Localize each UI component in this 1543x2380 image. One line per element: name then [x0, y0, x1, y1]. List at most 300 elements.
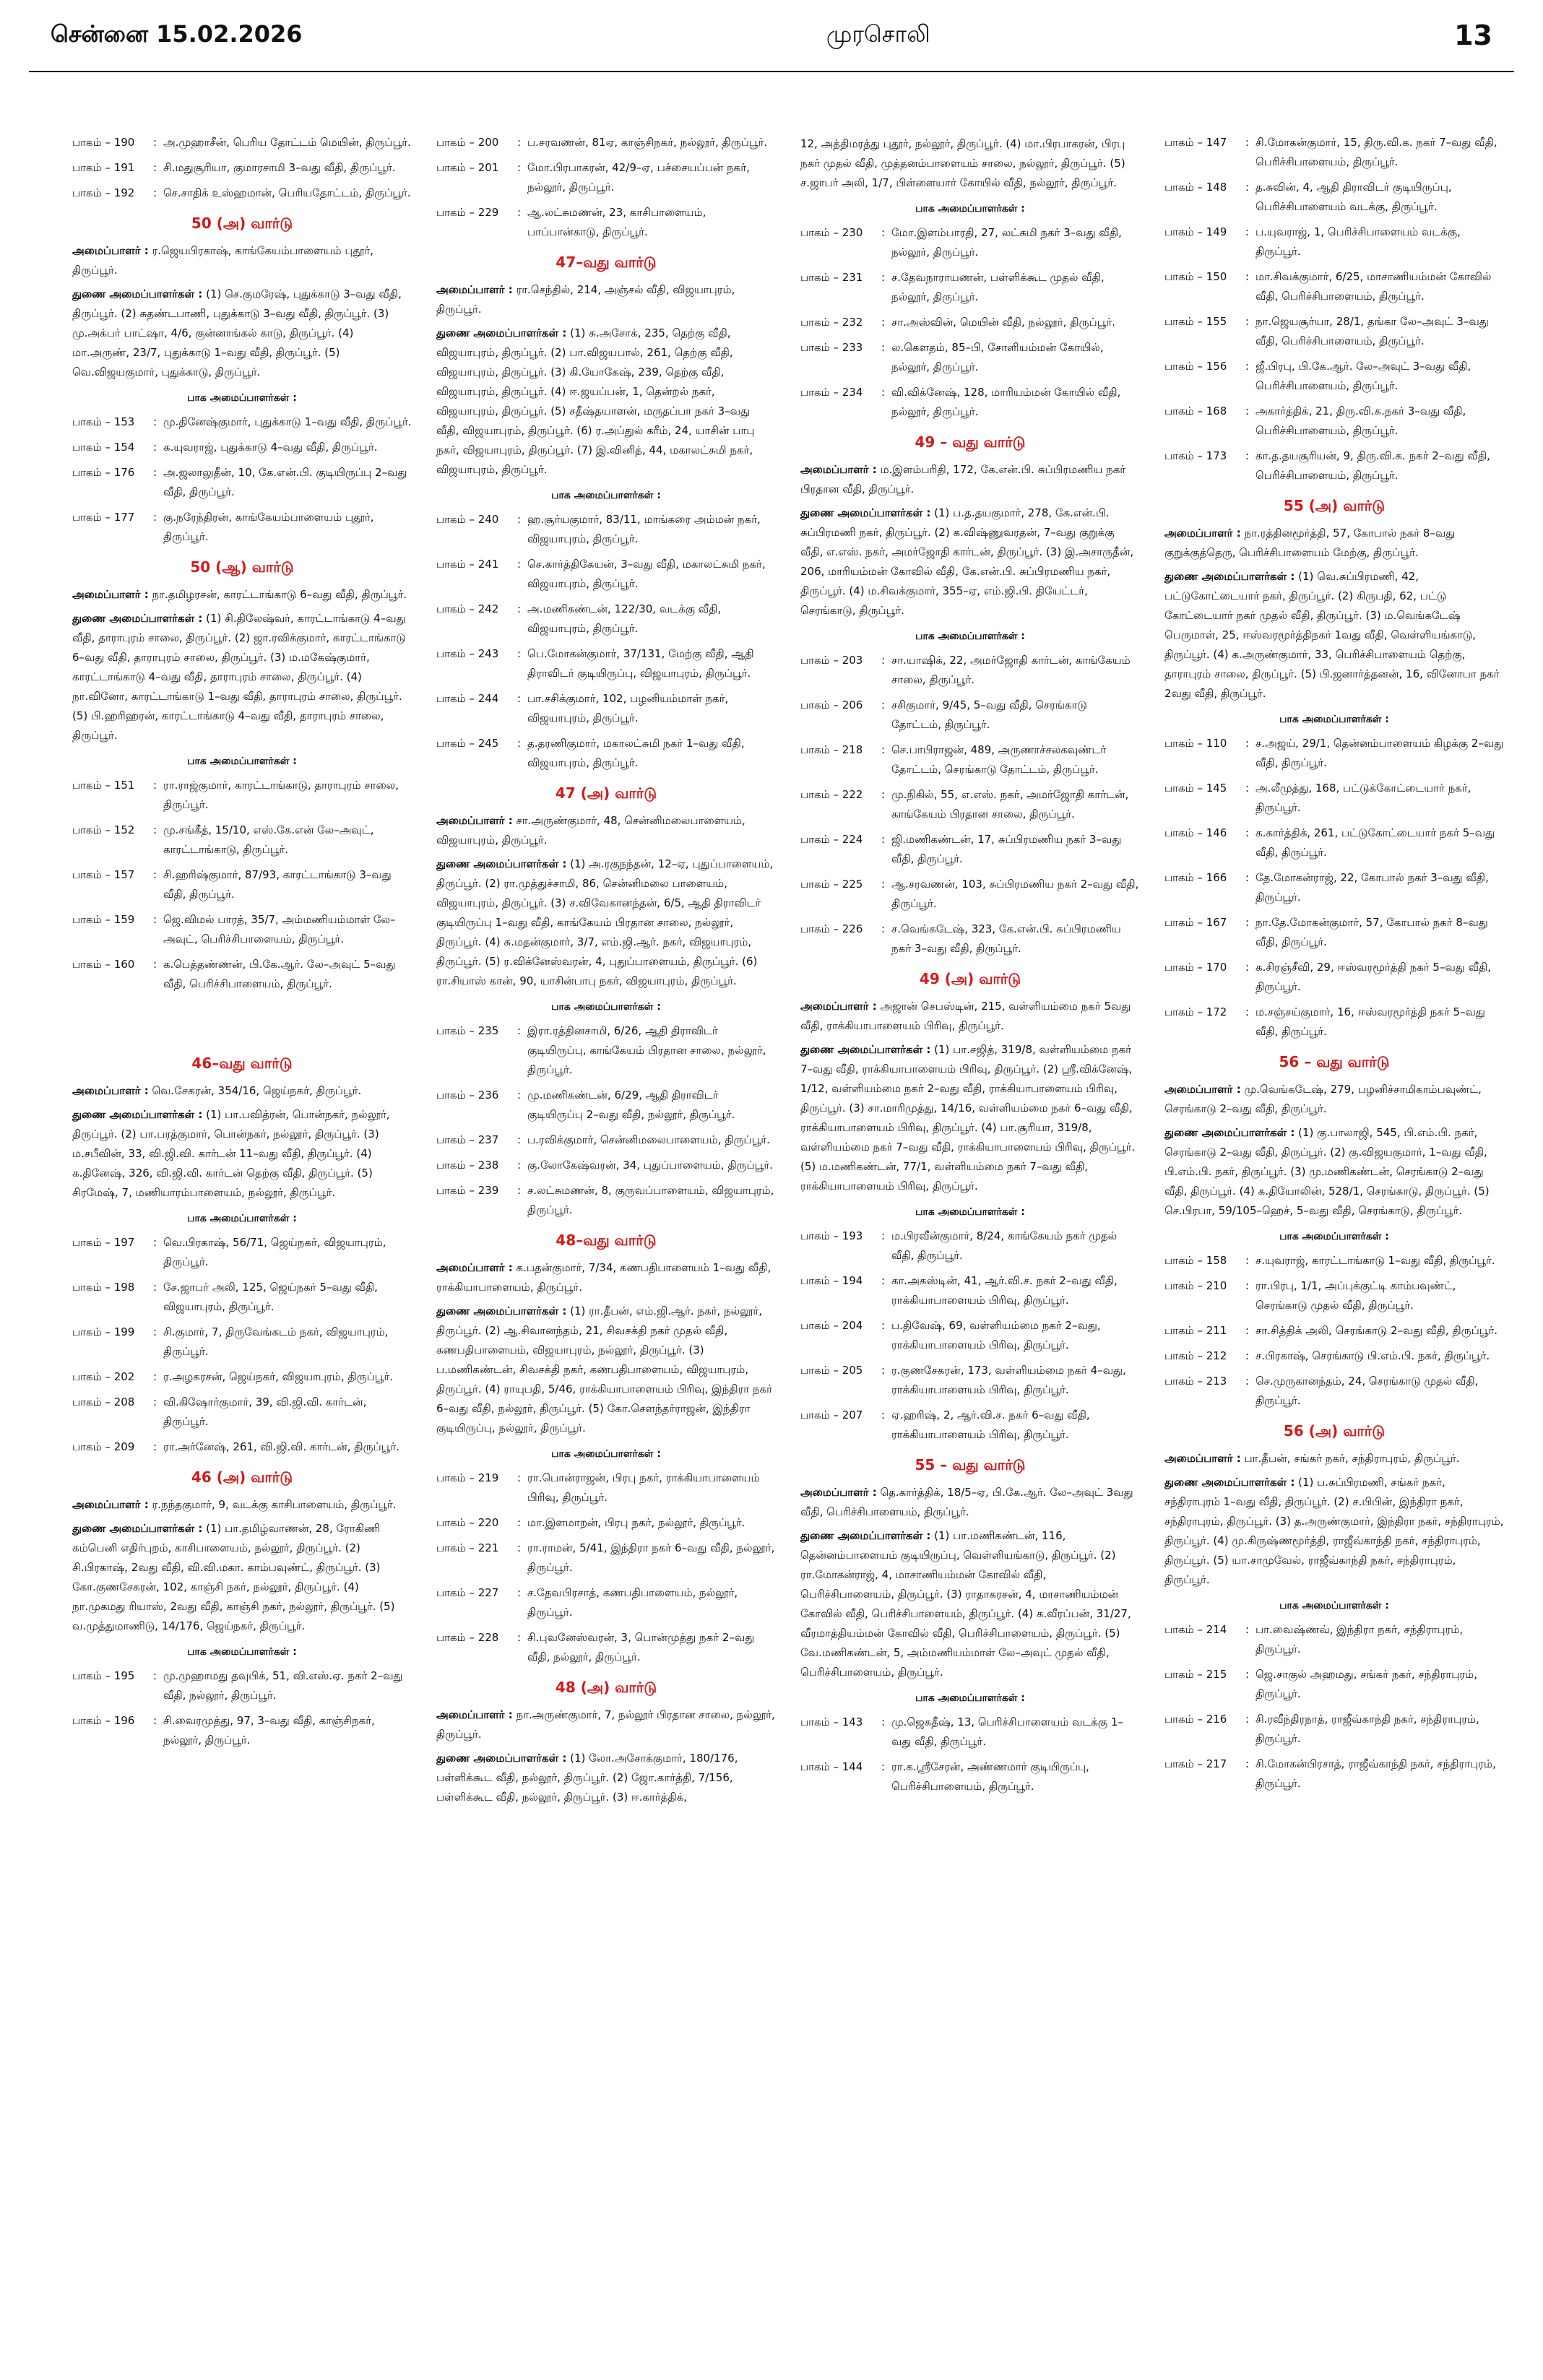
colon-separator: : — [517, 1133, 522, 1146]
booth-organizer: செ.பாபிராஜன், 489, அருணாச்சலகவுண்டர் தோட்டம், செரங்காடு தோட்டம், திருப்பூர். — [891, 743, 1107, 776]
booth-entry — [800, 1271, 1140, 1310]
booth-number: பாகம் – 227 — [436, 1586, 499, 1599]
booth-organizer: அ.ஜலாலுதீன், 10, கே.என்.பி. குடியிருப்பு 2–வது வீதி, திருப்பூர். — [163, 466, 407, 498]
booth-number: பாகம் – 167 — [1164, 916, 1227, 929]
paragraph-text: ர.ஜெயபிரகாஷ், காங்கேயம்பாளையம் புதூர், திருப்பூர். — [72, 244, 373, 277]
booth-number: பாகம் – 241 — [436, 558, 499, 571]
booth-number: பாகம் – 190 — [72, 136, 135, 149]
colon-separator: : — [1245, 826, 1250, 839]
ward-heading: 47 (அ) வார்டு — [555, 784, 657, 802]
booth-organizer: க.கார்த்திக், 261, பட்டுகோட்டையார் நகர் 5–வது வீதி, திருப்பூர். — [1255, 826, 1495, 859]
booth-entry — [72, 183, 412, 203]
booth-number: பாகம் – 147 — [1164, 136, 1227, 149]
booth-organizer: ல.கௌதம், 85–பி, சோளியம்மன் கோயில், நல்லூர், திருப்பூர். — [891, 341, 1104, 373]
booth-organizer: ஹ.சூர்யகுமார், 83/11, மாங்கரை அம்மன் நகர், விஜயாபுரம், திருப்பூர். — [527, 513, 761, 545]
organizer-paragraph — [72, 585, 412, 605]
booth-entry — [800, 268, 1140, 307]
booth-number: பாகம் – 232 — [800, 316, 863, 329]
colon-separator: : — [153, 913, 157, 926]
booth-organizer: அ.முஹாசீன், பெரிய தோட்டம் மெயின், திருப்பூர். — [163, 136, 411, 149]
organizer-paragraph — [436, 1258, 776, 1297]
ward-heading: 47–வது வார்டு — [556, 254, 657, 271]
booth-entry — [800, 830, 1140, 869]
colon-separator: : — [881, 386, 886, 399]
booth-number: பாகம் – 200 — [436, 136, 499, 149]
paragraph-text: (1) ரா.தீபன், எம்.ஜி.ஆர். நகர், நல்லூர், திருப்பூர். (2) ஆ.சிவானந்தம், 21, சிவசக்தி நகர் முதல் வீதி, கணபதிபாளையம், விஜயாபுரம், நல்லூர், திருப்பூர். (3) ப.மணிகண்டன், சிவசக்தி நகர், கணபதிபாளையம், விஜயாபுரம், திருப்பூர். (4) ராயுபதி, 5/46, ராக்கியாபாளையம் பிரிவு, இந்திரா நகர் 6–வது வீதி, நல்லூர், திருப்பூர். (5) கோ.சௌந்தர்ராஜன், இந்திரா குடியிருப்பு, நல்லூர், திருப்பூர். — [436, 1304, 772, 1435]
booth-organizer: ப.யுவராஜ், 1, பெரிச்சிபாளையம் வடக்கு, திருப்பூர். — [1255, 225, 1461, 258]
booth-entry — [72, 1711, 412, 1750]
role-label: துணை அமைப்பாளர்கள் : — [72, 1108, 203, 1121]
booth-number: பாகம் – 220 — [436, 1516, 499, 1529]
colon-separator: : — [517, 1471, 522, 1484]
booth-organizer: மோ.இளம்பாரதி, 27, லட்சுமி நகர் 3–வது வீதி, நல்லூர், திருப்பூர். — [891, 226, 1122, 259]
paragraph-text: வெ.சேகரன், 354/16, ஜெய்நகர், திருப்பூர். — [148, 1084, 362, 1097]
section-subheading: பாக அமைப்பாளர்கள் : — [551, 1001, 661, 1013]
organizer-paragraph — [436, 811, 776, 850]
ward-heading: 50 (ஆ) வார்டு — [190, 558, 294, 576]
organizer-paragraph — [1164, 1123, 1504, 1221]
booth-entry — [800, 313, 1140, 332]
booth-entry — [1164, 1251, 1504, 1271]
booth-organizer: ரா.அர்னேஷ், 261, வி.ஜி.வி. கார்டன், திருப்பூர். — [163, 1440, 399, 1453]
colon-separator: : — [1245, 1757, 1250, 1770]
booth-number: பாகம் – 244 — [436, 692, 499, 705]
booth-entry — [800, 1406, 1140, 1445]
ward-heading: 56 (அ) வார்டு — [1283, 1422, 1386, 1440]
booth-organizer: அ.மணிகண்டன், 122/30, வடக்கு வீதி, விஜயாபுரம், திருப்பூர். — [527, 602, 722, 635]
booth-number: பாகம் – 245 — [436, 737, 499, 750]
booth-entry — [436, 1086, 776, 1125]
colon-separator: : — [1245, 737, 1250, 750]
booth-organizer: ப.திவேஷ், 69, வள்ளியம்மை நகர் 2–வது, ராக்கியாபாளையம் பிரிவு, திருப்பூர். — [891, 1319, 1101, 1351]
colon-separator: : — [517, 737, 522, 750]
booth-number: பாகம் – 199 — [72, 1325, 135, 1338]
ward-heading: 46 (அ) வார்டு — [191, 1468, 293, 1486]
colon-separator: : — [881, 654, 886, 667]
booth-number: பாகம் – 168 — [1164, 404, 1227, 417]
booth-organizer: ச.வெங்கடேஷ், 323, கே.என்.பி. சுப்பிரமணிய நகர் 3–வது வீதி, திருப்பூர். — [891, 922, 1121, 955]
masthead — [29, 0, 1514, 72]
booth-number: பாகம் – 238 — [436, 1159, 499, 1172]
booth-organizer: ஜெ.விமல் பாரத், 35/7, அம்மணியம்மாள் லே–அவுட், பெரிச்சிபாளையம், திருப்பூர். — [163, 913, 396, 945]
organizer-paragraph — [436, 324, 776, 480]
booth-number: பாகம் – 237 — [436, 1133, 499, 1146]
booth-entry — [72, 1233, 412, 1272]
booth-entry — [72, 438, 412, 457]
booth-entry — [800, 383, 1140, 422]
column-gap — [72, 1000, 412, 1043]
text-column — [800, 130, 1140, 1812]
organizer-paragraph — [1164, 1473, 1504, 1590]
booth-number: பாகம் – 209 — [72, 1440, 135, 1453]
role-label: துணை அமைப்பாளர்கள் : — [436, 1304, 567, 1317]
role-label: துணை அமைப்பாளர்கள் : — [436, 1752, 567, 1765]
role-label: துணை அமைப்பாளர்கள் : — [1164, 570, 1295, 583]
booth-entry — [1164, 133, 1504, 172]
ward-heading: 49 – வது வார்டு — [915, 433, 1026, 451]
organizer-paragraph — [436, 1705, 776, 1744]
booth-number: பாகம் – 222 — [800, 788, 863, 801]
organizer-paragraph — [1164, 1080, 1504, 1119]
colon-separator: : — [1245, 1324, 1250, 1337]
booth-entry — [800, 1316, 1140, 1355]
organizer-paragraph — [800, 503, 1140, 620]
colon-separator: : — [881, 271, 886, 284]
booth-number: பாகம் – 228 — [436, 1631, 499, 1644]
booth-entry — [72, 1666, 412, 1705]
booth-organizer: பா.சசிக்குமார், 102, பழனியம்மாள் நகர், விஜயாபுரம், திருப்பூர். — [527, 692, 729, 724]
booth-organizer: ச.தேவநாராயணன், பள்ளிக்கூட முதல் வீதி, நல்லூர், திருப்பூர். — [891, 271, 1105, 303]
paragraph-text: பா.தீபன், சங்கர் நகர், சந்திராபுரம், திருப்பூர். — [1240, 1452, 1460, 1465]
colon-separator: : — [517, 161, 522, 174]
colon-separator: : — [153, 1395, 157, 1408]
booth-organizer: ம.சஞ்சய்குமார், 16, ஈஸ்வரமூர்த்தி நகர் 5–வது வீதி, திருப்பூர். — [1255, 1005, 1485, 1038]
paragraph-text: (1) சி.திலேஷ்வர், காரட்டாங்காடு 4–வது வீதி, தாராபுரம் சாலை, திருப்பூர். (2) ஜா.ரவிக்குமார், காரட்டாங்காடு 6–வது வீதி, தாராபுரம் சாலை, திருப்பூர். (3) ம.மகேஷ்குமார், காரட்டாங்காடு 4–வது வீதி, தாராபுரம் சாலை, திருப்பூர். (4) நா.வினோ, காரட்டாங்காடு 1–வது வீதி, தாராபுரம் சாலை, திருப்பூர். (5) பி.ஹரிஹரன், காரட்டாங்காடு 4–வது வீதி, தாராபுரம் சாலை, திருப்பூர். — [72, 612, 406, 742]
booth-entry — [1164, 868, 1504, 907]
colon-separator: : — [517, 1184, 522, 1197]
colon-separator: : — [517, 558, 522, 571]
booth-organizer: ச.யுவராஜ், காரட்டாங்காடு 1–வது வீதி, திருப்பூர். — [1255, 1254, 1495, 1267]
role-label: துணை அமைப்பாளர்கள் : — [800, 1043, 931, 1056]
booth-organizer: ஜெ.சாகுல் அஹமது, சங்கர் நகர், சந்திராபுரம், திருப்பூர். — [1255, 1668, 1478, 1700]
booth-entry — [800, 1226, 1140, 1265]
booth-organizer: க.சிரஞ்சீவி, 29, ஈஸ்வரமூர்த்தி நகர் 5–வது வீதி, திருப்பூர். — [1255, 961, 1491, 993]
booth-organizer: க.பெத்தண்ணன், பி.கே.ஆர். லே–அவுட் 5–வது வீதி, பெரிச்சிபாளையம், திருப்பூர். — [163, 958, 396, 990]
colon-separator: : — [881, 341, 886, 354]
colon-separator: : — [881, 1715, 886, 1728]
booth-entry — [72, 865, 412, 904]
booth-number: பாகம் – 170 — [1164, 961, 1227, 974]
booth-entry — [72, 463, 412, 502]
ward-heading: 46–வது வார்டு — [191, 1055, 293, 1072]
role-label: அமைப்பாளர் : — [72, 588, 149, 601]
colon-separator: : — [153, 511, 157, 524]
booth-number: பாகம் – 193 — [800, 1229, 863, 1242]
booth-organizer: தே.மோகன்ராஜ், 22, கோபால் நகர் 3–வது வீதி, திருப்பூர். — [1255, 871, 1489, 904]
booth-entry — [72, 776, 412, 815]
booth-number: பாகம் – 236 — [436, 1089, 499, 1102]
booth-organizer: த.தரணிகுமார், மகாலட்சுமி நகர் 1–வது வீதி, விஜயாபுரம், திருப்பூர். — [527, 737, 745, 769]
booth-number: பாகம் – 156 — [1164, 360, 1227, 373]
organizer-paragraph — [800, 460, 1140, 499]
booth-organizer: அகார்த்திக், 21, திரு.வி.க.நகர் 3–வது வீதி, பெரிச்சிபாளையம், திருப்பூர். — [1255, 404, 1466, 437]
booth-organizer: ஜி.மணிகண்டன், 17, சுப்பிரமணிய நகர் 3–வது வீதி, திருப்பூர். — [891, 833, 1122, 865]
section-subheading: பாக அமைப்பாளர்கள் : — [551, 490, 661, 501]
booth-organizer: மு.மணிகண்டன், 6/29, ஆதி திராவிடர் குடியிருப்பு 2–வது வீதி, நல்லூர், திருப்பூர். — [527, 1089, 735, 1121]
role-label: அமைப்பாளர் : — [1164, 527, 1241, 540]
booth-number: பாகம் – 159 — [72, 913, 135, 926]
booth-number: பாகம் – 143 — [800, 1715, 863, 1728]
role-label: அமைப்பாளர் : — [800, 1000, 877, 1013]
booth-entry — [436, 203, 776, 242]
colon-separator: : — [153, 1281, 157, 1294]
booth-number: பாகம் – 235 — [436, 1024, 499, 1037]
booth-organizer: ச.பிரகாஷ், செரங்காடு பி.எம்.பி. நகர், திருப்பூர். — [1255, 1349, 1490, 1362]
booth-number: பாகம் – 214 — [1164, 1623, 1227, 1636]
booth-entry — [800, 740, 1140, 779]
colon-separator: : — [881, 1408, 886, 1421]
booth-organizer: ச.அஜய், 29/1, தென்னம்பாளையம் கிழக்கு 2–வது வீதி, திருப்பூர். — [1255, 737, 1504, 769]
booth-entry — [436, 1583, 776, 1622]
booth-organizer: இரா.ரத்தினசாமி, 6/26, ஆதி திராவிடர் குடியிருப்பு, காங்கேயம் பிரதான சாலை, நல்லூர், திருப்பூர். — [527, 1024, 766, 1076]
paragraph-text: (1) லோ.அசோக்குமார், 180/176, பள்ளிக்கூட வீதி, நல்லூர், திருப்பூர். (2) ஜோ.கார்த்தி, 7/156, பள்ளிக்கூட வீதி, நல்லூர், திருப்பூர். (3) ஈ.கார்த்திக், — [436, 1752, 738, 1804]
colon-separator: : — [517, 1024, 522, 1037]
booth-number: பாகம் – 144 — [800, 1760, 863, 1773]
booth-entry — [436, 133, 776, 152]
booth-entry — [800, 696, 1140, 735]
colon-separator: : — [517, 1516, 522, 1529]
booth-organizer: சா.சித்திக் அலி, செரங்காடு 2–வது வீதி, திருப்பூர். — [1255, 1324, 1498, 1337]
booth-organizer: சி.வைரமுத்து, 97, 3–வது வீதி, காஞ்சிநகர், நல்லூர், திருப்பூர். — [163, 1714, 375, 1747]
ward-heading: 50 (அ) வார்டு — [191, 215, 293, 232]
booth-entry — [1164, 1321, 1504, 1341]
booth-entry — [1164, 357, 1504, 396]
booth-entry — [72, 910, 412, 949]
booth-entry — [1164, 222, 1504, 261]
role-label: அமைப்பாளர் : — [436, 1708, 513, 1721]
booth-organizer: ப.ரவிக்குமார், சென்னிமலைபாளையம், திருப்பூர். — [527, 1133, 770, 1146]
role-label: அமைப்பாளர் : — [72, 1084, 149, 1097]
booth-organizer: மா.சிவக்குமார், 6/25, மாசாணியம்மன் கோவில் வீதி, பெரிச்சிபாளையம், திருப்பூர். — [1255, 270, 1492, 303]
role-label: துணை அமைப்பாளர்கள் : — [436, 857, 567, 870]
booth-number: பாகம் – 197 — [72, 1236, 135, 1249]
colon-separator: : — [1245, 404, 1250, 417]
booth-number: பாகம் – 210 — [1164, 1279, 1227, 1292]
booth-number: பாகம் – 219 — [436, 1471, 499, 1484]
booth-number: பாகம் – 202 — [72, 1370, 135, 1383]
booth-number: பாகம் – 205 — [800, 1364, 863, 1377]
booth-organizer: பெ.மோகன்குமார், 37/131, மேற்கு வீதி, ஆதி திராவிடர் குடியிருப்பு, விஜயாபுரம், திருப்பூர். — [527, 647, 754, 680]
booth-number: பாகம் – 166 — [1164, 871, 1227, 884]
organizer-paragraph — [72, 241, 412, 280]
booth-number: பாகம் – 224 — [800, 833, 863, 846]
section-subheading: பாக அமைப்பாளர்கள் : — [187, 392, 297, 404]
booth-entry — [1164, 1754, 1504, 1793]
booth-number: பாகம் – 226 — [800, 922, 863, 935]
colon-separator: : — [1245, 136, 1250, 149]
colon-separator: : — [153, 779, 157, 792]
ward-heading: 48–வது வார்டு — [556, 1232, 657, 1249]
booth-organizer: ரா.க.ஸ்ரீசேரன், அண்ணமார் குடியிருப்பு, பெரிச்சிபாளையம், திருப்பூர். — [891, 1760, 1089, 1793]
colon-separator: : — [153, 868, 157, 881]
colon-separator: : — [517, 206, 522, 219]
edition-date: சென்னை 15.02.2026 — [51, 20, 303, 48]
booth-organizer: ரா.பொன்ராஜன், பிரபு நகர், ராக்கியாபாளையம் பிரிவு, திருப்பூர். — [527, 1471, 760, 1504]
paragraph-text: நா.அருண்குமார், 7, நல்லூர் பிரதான சாலை, நல்லூர், திருப்பூர். — [436, 1708, 775, 1741]
booth-entry — [436, 1130, 776, 1150]
booth-number: பாகம் – 240 — [436, 513, 499, 526]
colon-separator: : — [1245, 225, 1250, 238]
colon-separator: : — [517, 1089, 522, 1102]
booth-organizer: ஆ.லட்சுமணன், 23, காசிபாளையம், பாப்பான்காடு, திருப்பூர். — [527, 206, 706, 238]
colon-separator: : — [881, 922, 886, 935]
booth-entry — [1164, 1710, 1504, 1749]
colon-separator: : — [1245, 916, 1250, 929]
booth-organizer: சி.ரவீந்திரநாத், ராஜீவ்காந்தி நகர், சந்திராபுரம், திருப்பூர். — [1255, 1713, 1479, 1745]
booth-entry — [1164, 1372, 1504, 1411]
booth-number: பாகம் – 173 — [1164, 449, 1227, 462]
booth-entry — [72, 1393, 412, 1432]
booth-number: பாகம் – 160 — [72, 958, 135, 971]
paragraph-text: (1) பா.தமிழ்வாணன், 28, ரோகிணி கம்பெனி எதிர்புறம், காசிபாளையம், நல்லூர், திருப்பூர். (2) சி.பிரகாஷ், 2வது வீதி, வி.வி.மகா. காம்பவுண்ட், திருப்பூர். (3) கோ.குணசேகரன், 102, காஞ்சி நகர், நல்லூர், திருப்பூர். (4) நா.முகமது ரியாஸ், 2வது வீதி, காஞ்சி நகர், நல்லூர், திருப்பூர். (5) வ.முத்துமாணிடு, 14/176, ஜெய்நகர், திருப்பூர். — [72, 1522, 395, 1632]
booth-organizer: சி.மோகன்பிரசாத், ராஜீவ்காந்தி நகர், சந்திராபுரம், திருப்பூர். — [1255, 1757, 1496, 1790]
section-subheading: பாக அமைப்பாளர்கள் : — [915, 1206, 1025, 1218]
booth-number: பாகம் – 201 — [436, 161, 499, 174]
colon-separator: : — [517, 1631, 522, 1644]
role-label: அமைப்பாளர் : — [1164, 1083, 1241, 1096]
booth-entry — [436, 734, 776, 773]
colon-separator: : — [153, 1669, 157, 1682]
booth-entry — [1164, 1003, 1504, 1042]
colon-separator: : — [881, 698, 886, 711]
booth-organizer: சி.மதுசூரியா, குமாரசாமி 3–வது வீதி, திருப்பூர். — [163, 161, 396, 174]
booth-number: பாகம் – 194 — [800, 1274, 863, 1287]
booth-entry — [800, 875, 1140, 914]
role-label: துணை அமைப்பாளர்கள் : — [800, 506, 931, 519]
booth-organizer: கு.லோகேஷ்வரன், 34, புதுப்பாளையம், திருப்பூர். — [527, 1159, 773, 1172]
booth-number: பாகம் – 243 — [436, 647, 499, 660]
booth-entry — [436, 600, 776, 639]
booth-number: பாகம் – 172 — [1164, 1005, 1227, 1018]
booth-organizer: வி.விக்னேஷ், 128, மாரியம்மன் கோயில் வீதி, நல்லூர், திருப்பூர். — [891, 386, 1121, 418]
colon-separator: : — [517, 1159, 522, 1172]
booth-entry — [1164, 267, 1504, 306]
organizer-paragraph — [1164, 567, 1504, 704]
paragraph-text: (1) ப.த.தயகுமார், 278, கே.என்.பி. சுப்பிரமணி நகர், திருப்பூர். (2) க.விஷ்ணுவரதன், 7–வது குறுக்கு வீதி, எ.எஸ். நகர், அமர்ஜோதி கார்டன், திருப்பூர். (3) இ.அசாருதீன், 206, மாரியம்மன் கோவில் வீதி, கே.என்.பி. சுப்பிரமணிய நகர், திருப்பூர். (4) ம.சிவக்குமார், 355–ஏ, எம்.ஜி.பி. தியேட்டர், செரங்காடு, திருப்பூர். — [800, 506, 1134, 617]
booth-entry — [1164, 1346, 1504, 1366]
booth-number: பாகம் – 196 — [72, 1714, 135, 1727]
page-number: 13 — [1454, 20, 1492, 51]
booth-entry — [436, 1628, 776, 1667]
booth-organizer: மு.தினேஷ்குமார், புதுக்காடு 1–வது வீதி, திருப்பூர். — [163, 415, 412, 428]
section-subheading: பாக அமைப்பாளர்கள் : — [915, 631, 1025, 642]
colon-separator: : — [153, 1236, 157, 1249]
colon-separator: : — [153, 466, 157, 479]
booth-number: பாகம் – 176 — [72, 466, 135, 479]
paragraph-text: (1) வெ.சுப்பிரமணி, 42, பட்டுகோட்டையார் நகர், திருப்பூர். (2) கிருபதி, 62, பட்டு கோட்டையார் நகர் முதல் வீதி, திருப்பூர். (3) ம.வெங்கடேஷ் பெருமாள், 25, ஈஸ்வரமூர்த்திநகர் 1வது வீதி, வெள்ளியங்காடு, திருப்பூர். (4) க.அருண்குமார், 33, பெரிச்சிபாளையம் தெற்கு, தாராபுரம் சாலை, திருப்பூர். (5) பி.ஜனார்த்தனன், 16, வினோபா நகர் 2வது வீதி, திருப்பூர். — [1164, 570, 1500, 700]
booth-entry — [1164, 734, 1504, 773]
booth-entry — [436, 1156, 776, 1175]
booth-organizer: கா.த.தயசூரியன், 9, திரு.வி.க. நகர் 2–வது வீதி, பெரிச்சிபாளையம், திருப்பூர். — [1255, 449, 1490, 482]
booth-entry — [1164, 1276, 1504, 1315]
section-subheading: பாக அமைப்பாளர்கள் : — [915, 1692, 1025, 1704]
paragraph-text: (1) செ.குமரேஷ், புதுக்காடு 3–வது வீதி, திருப்பூர். (2) சுதண்டபாணி, புதுக்காடு 3–வது வீதி, திருப்பூர். (3) மு.அக்பர் பாட்ஷா, 4/6, குன்னாங்கல் காடு, திருப்பூர். (4) மா.அருண், 23/7, புதுக்காடு 1–வது வீதி, திருப்பூர். (5) வெ.விஜயகுமார், புதுக்காடு, திருப்பூர். — [72, 287, 402, 378]
text-column — [72, 130, 412, 1812]
booth-number: பாகம் – 146 — [1164, 826, 1227, 839]
booth-entry — [72, 1367, 412, 1387]
booth-entry — [800, 651, 1140, 690]
booth-entry — [436, 510, 776, 549]
text-column — [1164, 130, 1504, 1812]
booth-organizer: ப.சரவணன், 81ஏ, காஞ்சிநகர், நல்லூர், திருப்பூர். — [527, 136, 768, 149]
ward-heading: 55 – வது வார்டு — [915, 1456, 1026, 1474]
booth-number: பாகம் – 177 — [72, 511, 135, 524]
organizer-paragraph — [436, 1302, 776, 1438]
booth-number: பாகம் – 215 — [1164, 1668, 1227, 1681]
colon-separator: : — [517, 513, 522, 526]
colon-separator: : — [517, 602, 522, 615]
booth-number: பாகம் – 151 — [72, 779, 135, 792]
organizer-paragraph — [72, 1519, 412, 1636]
booth-organizer: பா.வைஷ்ணவ், இந்திரா நகர், சந்திராபுரம், திருப்பூர். — [1255, 1623, 1464, 1656]
booth-number: பாகம் – 221 — [436, 1541, 499, 1554]
colon-separator: : — [1245, 1005, 1250, 1018]
booth-number: பாகம் – 216 — [1164, 1713, 1227, 1726]
booth-number: பாகம் – 155 — [1164, 315, 1227, 328]
article-columns — [29, 72, 1514, 1812]
colon-separator: : — [517, 1541, 522, 1554]
text-column — [436, 130, 776, 1812]
paragraph-text: மு.வெங்கடேஷ், 279, பழனிச்சாமிகாம்பவுண்ட், செரங்காடு 2–வது வீதி, திருப்பூர். — [1164, 1083, 1482, 1115]
colon-separator: : — [881, 743, 886, 756]
booth-entry — [800, 1713, 1140, 1752]
organizer-paragraph — [800, 134, 1140, 193]
role-label: துணை அமைப்பாளர்கள் : — [1164, 1126, 1295, 1139]
booth-entry — [436, 689, 776, 728]
booth-entry — [1164, 1620, 1504, 1659]
booth-number: பாகம் – 208 — [72, 1395, 135, 1408]
colon-separator: : — [881, 878, 886, 891]
colon-separator: : — [1245, 181, 1250, 194]
booth-number: பாகம் – 157 — [72, 868, 135, 881]
colon-separator: : — [1245, 360, 1250, 373]
paragraph-text: க.பதன்குமார், 7/34, கணபதிபாளையம் 1–வது வீதி, ராக்கியாபாளையம், திருப்பூர். — [436, 1261, 772, 1294]
role-label: அமைப்பாளர் : — [72, 1498, 149, 1511]
organizer-paragraph — [800, 997, 1140, 1036]
booth-number: பாகம் – 153 — [72, 415, 135, 428]
booth-organizer: செ.சாதிக் உஸ்ஹமான், பெரியதோட்டம், திருப்பூர். — [163, 186, 411, 199]
organizer-paragraph — [800, 1526, 1140, 1682]
role-label: துணை அமைப்பாளர்கள் : — [1164, 1476, 1295, 1489]
booth-organizer: ர.அழகரசன், ஜெய்நகர், விஜயாபுரம், திருப்பூர். — [163, 1370, 394, 1383]
booth-organizer: சா.அஸ்வின், மெயின் வீதி, நல்லூர், திருப்பூர். — [891, 316, 1115, 329]
booth-entry — [436, 1513, 776, 1533]
booth-organizer: கு.நரேந்திரன், காங்கேயம்பாளையம் புதூர், திருப்பூர். — [163, 511, 374, 543]
colon-separator: : — [153, 186, 157, 199]
booth-organizer: ரா.பிரபு, 1/1, அப்புக்குட்டி காம்பவுண்ட், செரங்காடு முதல் வீதி, திருப்பூர். — [1255, 1279, 1456, 1312]
booth-number: பாகம் – 154 — [72, 441, 135, 454]
paragraph-text: (1) சு.அசோக், 235, தெற்கு வீதி, விஜயாபுரம், திருப்பூர். (2) பா.விஜயபால், 261, தெற்கு வீதி, விஜயாபுரம், திருப்பூர். (3) கி.யோகேஷ், 239, தெற்கு வீதி, விஜயாபுரம், திருப்பூர். (4) ஈ.ஜயப்பன், 1, தென்றல் நகர், விஜயாபுரம், திருப்பூர். (5) சதீஷ்தயாளன், மருதப்பா நகர் 3–வது வீதி, விஜயாபுரம், திருப்பூர். (6) ர.அப்துல் கரீம், 24, யாசின் பாபு நகர், விஜயாபுரம், திருப்பூர். (7) இ.வினித், 44, மகாலட்சுமி நகர், விஜயாபுரம், திருப்பூர். — [436, 326, 755, 476]
paragraph-text: (1) ப.சுப்பிரமணி, சங்கர் நகர், சந்திராபுரம் 1–வது வீதி, திருப்பூர். (2) ச.பிபின், இந்திரா நகர், சந்திராபுரம், திருப்பூர். (3) த.அருண்குமார், இந்திரா நகர், சந்திராபுரம், திருப்பூர். (4) மு.கிருஷ்ணமூர்த்தி, ராஜீவ்காந்தி நகர், சந்திராபுரம், திருப்பூர். (5) யா.சாமுவேல், ராஜீவ்காந்தி நகர், சந்திராபுரம், திருப்பூர். — [1164, 1476, 1504, 1586]
booth-number: பாகம் – 204 — [800, 1319, 863, 1332]
booth-entry — [72, 1437, 412, 1457]
booth-organizer: ச.லட்சுமணன், 8, குருவப்பாளையம், விஜயாபுரம், திருப்பூர். — [527, 1184, 774, 1216]
paragraph-text: ரா.செந்தில், 214, அஞ்சல் வீதி, விஜயாபுரம், திருப்பூர். — [436, 283, 735, 316]
booth-entry — [436, 1181, 776, 1220]
colon-separator: : — [881, 316, 886, 329]
ward-heading: 48 (அ) வார்டு — [555, 1679, 657, 1696]
paragraph-text: சா.அருண்குமார், 48, சென்னிமலைபாளையம், விஜயாபுரம், திருப்பூர். — [436, 814, 745, 847]
booth-organizer: அ.லீமுத்து, 168, பட்டுக்கோட்டையார் நகர், திருப்பூர். — [1255, 782, 1471, 814]
colon-separator: : — [1245, 1349, 1250, 1362]
colon-separator: : — [881, 1229, 886, 1242]
booth-number: பாகம் – 218 — [800, 743, 863, 756]
colon-separator: : — [881, 226, 886, 239]
booth-number: பாகம் – 192 — [72, 186, 135, 199]
role-label: அமைப்பாளர் : — [800, 463, 877, 476]
ward-heading: 55 (அ) வார்டு — [1283, 497, 1386, 514]
booth-organizer: சி.புவனேஸ்வரன், 3, பொன்முத்து நகர் 2–வது வீதி, நல்லூர், திருப்பூர். — [527, 1631, 755, 1663]
organizer-paragraph — [72, 1105, 412, 1203]
booth-organizer: ஆ.சரவணன், 103, சுப்பிரமணிய நகர் 2–வது வீதி, திருப்பூர். — [891, 878, 1139, 910]
organizer-paragraph — [72, 1081, 412, 1101]
colon-separator: : — [153, 823, 157, 836]
ward-heading: 49 (அ) வார்டு — [919, 970, 1021, 987]
booth-number: பாகம் – 191 — [72, 161, 135, 174]
paragraph-text: (1) பா.மணிகண்டன், 116, தென்னம்பாளையம் குடியிருப்பு, வெள்ளியங்காடு, திருப்பூர். (2) ரா.மோகன்ராஜ், 4, மாசாணியம்மன் கோவில் வீதி, பெரிச்சிபாளையம், திருப்பூர். (3) ராதாகரசன், 4, மாசாணியம்மன் கோவில் வீதி, பெரிச்சிபாளையம், திருப்பூர். (4) க.வீரப்பன், 31/27, வீரமாத்தியம்மன் கோவில் வீதி, பெரிச்சிபாளையம், திருப்பூர். (5) வே.மணிகண்டன், 5, அம்மணியம்மாள் லே–அவுட் முதல் வீதி, பெரிச்சிபாளையம், திருப்பூர். — [800, 1529, 1131, 1679]
booth-number: பாகம் – 198 — [72, 1281, 135, 1294]
role-label: அமைப்பாளர் : — [800, 1486, 877, 1499]
